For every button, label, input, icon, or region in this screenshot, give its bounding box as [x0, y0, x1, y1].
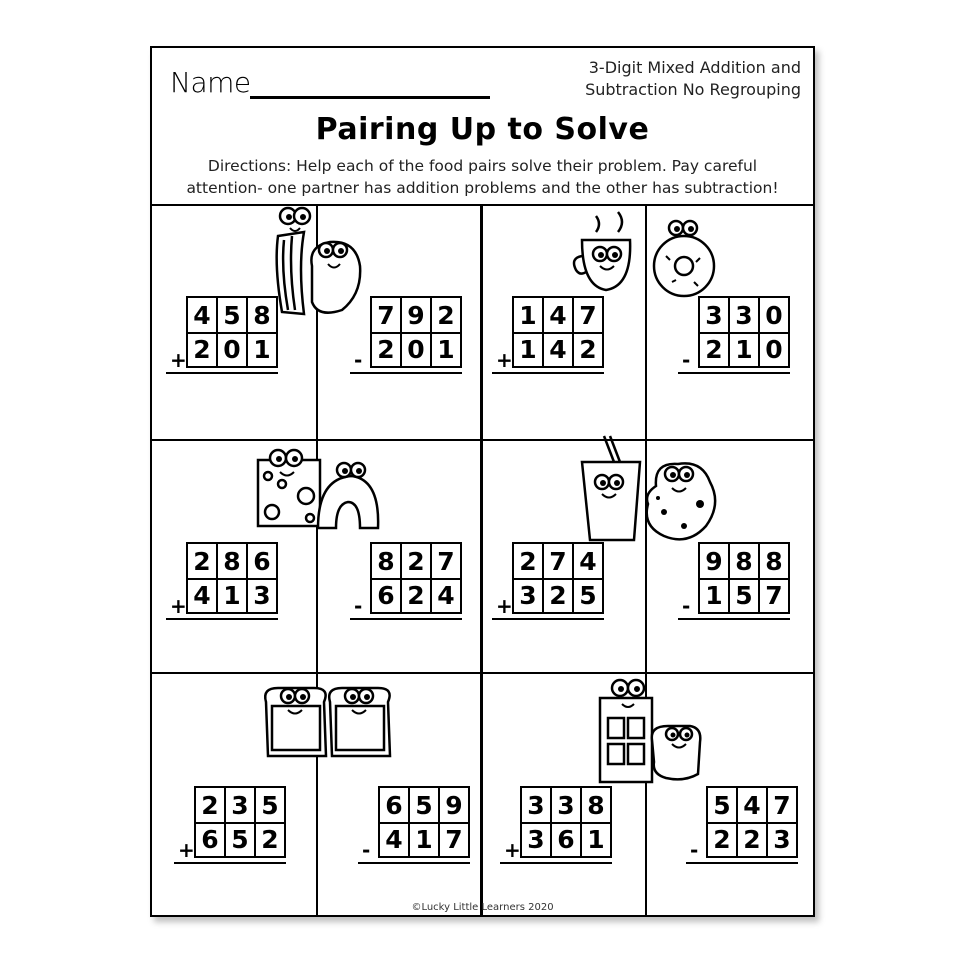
digit-cell: 4 [544, 298, 574, 332]
name-write-line[interactable] [250, 96, 490, 99]
digit-cell: 2 [402, 578, 432, 612]
top-number-box [186, 542, 278, 580]
directions [168, 155, 797, 199]
digit-cell: 7 [544, 544, 574, 578]
bottom-number-box [194, 822, 286, 858]
digit-cell: 5 [579, 580, 597, 610]
topic-line-1: 3-Digit Mixed Addition and [588, 58, 801, 77]
digit-cell: 5 [261, 790, 279, 820]
page-title: Pairing Up to Solve [315, 112, 650, 147]
digit-cell: 4 [188, 298, 218, 332]
digit-cell: 2 [402, 544, 432, 578]
top-number-box [194, 786, 286, 824]
problem-grid [152, 204, 813, 917]
digit-cell: 8 [730, 544, 760, 578]
answer-line[interactable] [174, 862, 286, 864]
chocolate-and-marshmallow-icon [592, 676, 722, 786]
digit-cell: 2 [514, 544, 544, 578]
digit-cell: 8 [253, 300, 271, 330]
digit-cell: 8 [218, 544, 248, 578]
top-number-box [370, 542, 462, 580]
answer-line[interactable] [492, 372, 604, 374]
digit-cell: 1 [253, 334, 271, 364]
bottom-number-box [698, 332, 790, 368]
plus-sign: + [496, 348, 513, 372]
minus-sign: - [682, 594, 691, 618]
digit-cell: 2 [437, 300, 455, 330]
minus-sign: - [354, 594, 363, 618]
plus-sign: + [170, 348, 187, 372]
plus-sign: + [170, 594, 187, 618]
digit-cell: 5 [708, 788, 738, 822]
minus-sign: - [362, 838, 371, 862]
digit-cell: 6 [196, 822, 226, 856]
digit-cell: 6 [372, 578, 402, 612]
digit-cell: 1 [514, 332, 544, 366]
digit-cell: 6 [552, 822, 582, 856]
digit-cell: 0 [402, 332, 432, 366]
digit-cell: 2 [196, 788, 226, 822]
digit-cell: 3 [773, 824, 791, 854]
answer-line[interactable] [166, 618, 278, 620]
digit-cell: 2 [700, 332, 730, 366]
digit-cell: 4 [188, 578, 218, 612]
top-number-box [186, 296, 278, 334]
digit-cell: 9 [402, 298, 432, 332]
digit-cell: 1 [410, 822, 440, 856]
digit-cell: 7 [372, 298, 402, 332]
digit-cell: 9 [700, 544, 730, 578]
digit-cell: 3 [552, 788, 582, 822]
bottom-number-box [370, 578, 462, 614]
answer-line[interactable] [166, 372, 278, 374]
digit-cell: 7 [579, 300, 597, 330]
digit-cell: 8 [587, 790, 605, 820]
digit-cell: 1 [587, 824, 605, 854]
answer-line[interactable] [350, 372, 462, 374]
bottom-number-box [520, 822, 612, 858]
top-number-box [512, 296, 604, 334]
coffee-and-donut-icon [572, 208, 722, 303]
digit-cell: 1 [730, 332, 760, 366]
copyright-footer: ©Lucky Little Learners 2020 [411, 902, 554, 913]
digit-cell: 6 [380, 788, 410, 822]
digit-cell: 9 [445, 790, 463, 820]
cheese-and-macaroni-icon [252, 448, 402, 530]
topic-line-2: Subtraction No Regrouping [585, 80, 801, 99]
top-number-box [512, 542, 604, 580]
digit-cell: 3 [700, 298, 730, 332]
digit-cell: 8 [765, 546, 783, 576]
digit-cell: 7 [773, 790, 791, 820]
digit-cell: 2 [544, 578, 574, 612]
digit-cell: 3 [514, 578, 544, 612]
bottom-number-box [698, 578, 790, 614]
digit-cell: 2 [708, 822, 738, 856]
digit-cell: 7 [437, 546, 455, 576]
bottom-number-box [186, 332, 278, 368]
column-divider [480, 206, 483, 917]
bottom-number-box [512, 332, 604, 368]
digit-cell: 4 [579, 546, 597, 576]
answer-line[interactable] [358, 862, 470, 864]
digit-cell: 0 [765, 300, 783, 330]
answer-line[interactable] [678, 618, 790, 620]
digit-cell: 2 [579, 334, 597, 364]
digit-cell: 1 [514, 298, 544, 332]
bottom-number-box [370, 332, 462, 368]
bottom-number-box [378, 822, 470, 858]
plus-sign: + [496, 594, 513, 618]
minus-sign: - [682, 348, 691, 372]
digit-cell: 3 [226, 788, 256, 822]
digit-cell: 2 [188, 544, 218, 578]
bottom-number-box [706, 822, 798, 858]
digit-cell: 2 [261, 824, 279, 854]
answer-line[interactable] [492, 618, 604, 620]
digit-cell: 8 [372, 544, 402, 578]
digit-cell: 3 [730, 298, 760, 332]
directions-line-2: attention- one partner has addition problems and the other has subtraction! [186, 179, 779, 197]
top-number-box [706, 786, 798, 824]
minus-sign: - [690, 838, 699, 862]
answer-line[interactable] [500, 862, 612, 864]
milk-and-cookie-icon [576, 432, 726, 550]
top-number-box [520, 786, 612, 824]
topic-label [585, 57, 801, 101]
plus-sign: + [178, 838, 195, 862]
answer-line[interactable] [686, 862, 798, 864]
digit-cell: 5 [218, 298, 248, 332]
digit-cell: 4 [544, 332, 574, 366]
digit-cell: 4 [738, 788, 768, 822]
digit-cell: 1 [700, 578, 730, 612]
name-label: Name [170, 66, 251, 99]
top-number-box [698, 542, 790, 580]
digit-cell: 6 [253, 546, 271, 576]
digit-cell: 2 [738, 822, 768, 856]
answer-line[interactable] [678, 372, 790, 374]
digit-cell: 4 [437, 580, 455, 610]
digit-cell: 1 [218, 578, 248, 612]
digit-cell: 5 [410, 788, 440, 822]
peanut-butter-and-jelly-icon [258, 680, 408, 762]
bacon-and-egg-icon [264, 206, 384, 318]
top-number-box [378, 786, 470, 824]
digit-cell: 3 [522, 822, 552, 856]
bottom-number-box [512, 578, 604, 614]
digit-cell: 0 [765, 334, 783, 364]
minus-sign: - [354, 348, 363, 372]
digit-cell: 5 [730, 578, 760, 612]
bottom-number-box [186, 578, 278, 614]
answer-line[interactable] [350, 618, 462, 620]
digit-cell: 4 [380, 822, 410, 856]
digit-cell: 3 [522, 788, 552, 822]
directions-line-1: Directions: Help each of the food pairs solve their problem. Pay careful [207, 157, 758, 175]
digit-cell: 2 [188, 332, 218, 366]
digit-cell: 0 [218, 332, 248, 366]
digit-cell: 2 [372, 332, 402, 366]
digit-cell: 7 [445, 824, 463, 854]
digit-cell: 5 [226, 822, 256, 856]
plus-sign: + [504, 838, 521, 862]
digit-cell: 3 [253, 580, 271, 610]
digit-cell: 7 [765, 580, 783, 610]
column-divider [645, 206, 647, 917]
top-number-box [370, 296, 462, 334]
worksheet [150, 46, 815, 917]
digit-cell: 1 [437, 334, 455, 364]
top-number-box [698, 296, 790, 334]
